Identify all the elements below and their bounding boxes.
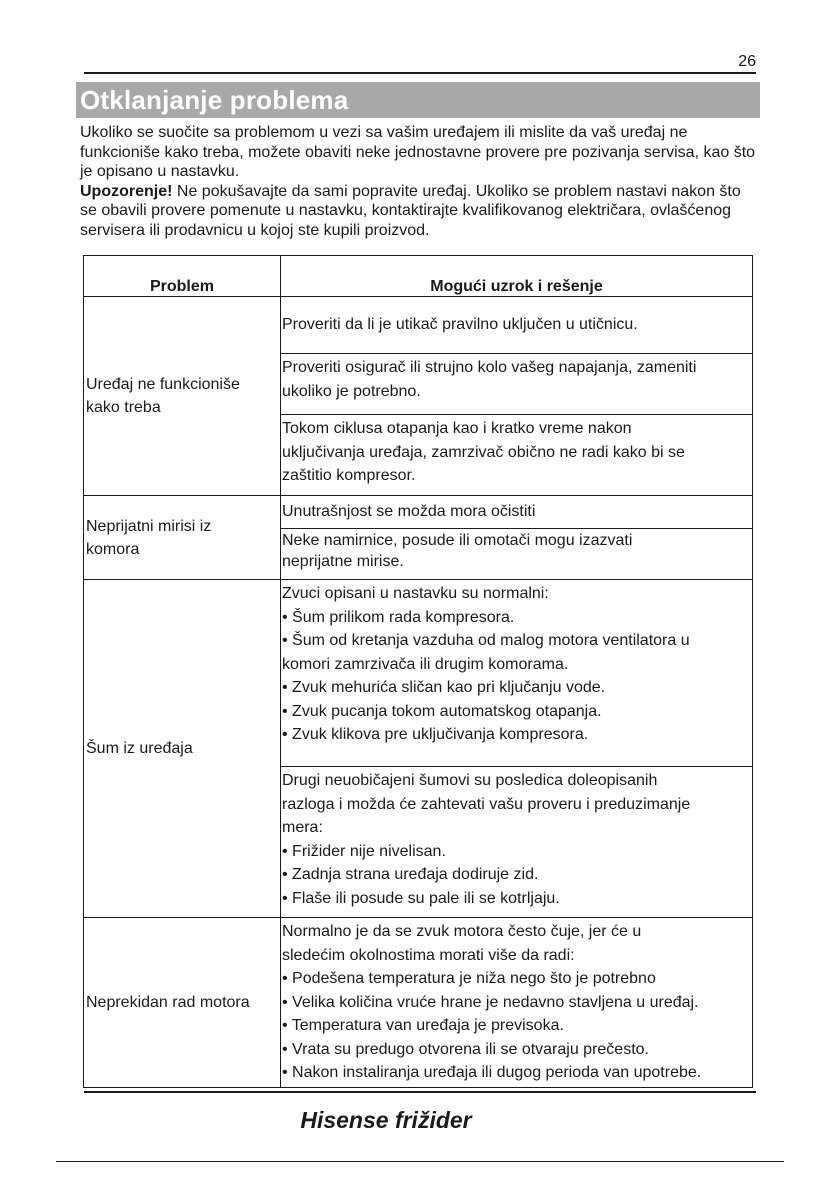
solution-line: • Zvuk pucanja tokom automatskog otapanja.: [282, 702, 602, 720]
warning-text: Ne pokušavajte da sami popravite uređaj. Ukoliko se problem nastavi nakon što se obavili provere pomenute u nastavku, kontaktirajte kvalifikovanog električara, ovlašćenog servisera ili prodavnicu u kojoj ste kupili proizvod.: [80, 182, 741, 239]
solution-cell: [281, 415, 753, 496]
title-bar: [76, 82, 760, 118]
solution-cell: [281, 767, 753, 918]
problem-line: Neprekidan rad motora: [86, 993, 250, 1011]
solution-line: zaštitio kompresor.: [282, 467, 416, 484]
solution-line: Neke namirnice, posude ili omotači mogu izazvati: [282, 532, 633, 549]
solution-line: Drugi neuobičajeni šumovi su posledica doleopisanih: [282, 772, 658, 789]
solution-line: ukoliko je potrebno.: [282, 382, 421, 400]
solution-line: • Zvuk mehurića sličan kao pri ključanju vode.: [282, 679, 606, 696]
problem-line: kako treba: [86, 399, 161, 416]
problem-cell: [84, 918, 281, 1088]
page-title: Otklanjanje problema: [80, 85, 349, 115]
table-row: [84, 580, 753, 767]
intro-paragraph: Ukoliko se suočite sa problemom u vezi sa vašim uređajem ili mislite da vaš uređaj ne funkcioniše kako treba, možete obaviti neke jednostavne provere pre pozivanja servisa, kao što je opisano u nastavku.: [80, 124, 756, 180]
solution-line: • Temperatura van uređaja je previsoka.: [282, 1017, 564, 1034]
solution-line: • Flaše ili posude su pale ili se kotrljaju.: [282, 889, 560, 907]
solution-line: Normalno je da se zvuk motora često čuje, jer će u: [282, 923, 642, 940]
footer-brand: Hisense frižider: [300, 1107, 472, 1133]
solution-line: Proveriti osigurač ili strujno kolo vašeg napajanja, zameniti: [282, 359, 697, 376]
solution-line: Unutrašnjost se možda mora očistiti: [282, 502, 536, 520]
solution-line: Zvuci opisani u nastavku su normalni:: [282, 585, 549, 602]
solution-line: uključivanja uređaja, zamrzivač obično ne radi kako bi se: [282, 443, 685, 461]
header-problem: Problem: [84, 256, 281, 297]
solution-line: • Velika količina vruće hrane je nedavno stavljena u uređaj.: [282, 993, 699, 1011]
solution-line: • Vrata su predugo otvorena ili se otvaraju prečesto.: [282, 1040, 649, 1058]
table-row: [84, 918, 753, 1088]
solution-line: razloga i možda će zahtevati vašu proveru i preduzimanje: [282, 795, 691, 813]
problem-cell: [84, 496, 281, 580]
solution-line: • Frižider nije nivelisan.: [282, 842, 446, 860]
solution-line: komori zamrzivača ili drugim komorama.: [282, 655, 569, 673]
table-row: [84, 496, 753, 529]
page-end-rule: [56, 1161, 784, 1162]
table-row: [84, 297, 753, 354]
solution-cell: [281, 297, 753, 354]
problem-cell: [84, 297, 281, 496]
troubleshooting-table: [83, 255, 753, 1088]
header-solution: Mogući uzrok i rešenje: [281, 256, 753, 297]
solution-cell: [281, 354, 753, 415]
solution-line: • Podešena temperatura je niža nego što je potrebno: [282, 970, 656, 987]
table-header-row: [84, 256, 753, 297]
top-rule: [84, 72, 756, 74]
solution-cell: [281, 918, 753, 1088]
intro-text: [80, 123, 760, 240]
page-number: 26: [738, 53, 756, 70]
problem-line: Šum iz uređaja: [86, 740, 193, 757]
solution-line: • Šum od kretanja vazduha od malog motora ventilatora u: [282, 632, 690, 649]
warning-label: Upozorenje!: [80, 182, 173, 200]
problem-line: Uređaj ne funkcioniše: [86, 376, 240, 393]
solution-line: Proveriti da li je utikač pravilno uključen u utičnicu.: [282, 316, 638, 334]
solution-cell: [281, 496, 753, 529]
problem-line: Neprijatni mirisi iz: [86, 517, 212, 535]
problem-line: komora: [86, 540, 140, 558]
problem-cell: [84, 580, 281, 918]
solution-cell: [281, 529, 753, 580]
solution-line: Tokom ciklusa otapanja kao i kratko vreme nakon: [282, 420, 632, 437]
solution-line: neprijatne mirise.: [282, 552, 404, 570]
solution-line: • Šum prilikom rada kompresora.: [282, 608, 515, 626]
solution-line: • Zadnja strana uređaja dodiruje zid.: [282, 866, 539, 883]
solution-line: • Nakon instaliranja uređaja ili dugog perioda van upotrebe.: [282, 1064, 702, 1081]
solution-line: mera:: [282, 819, 323, 836]
solution-cell: [281, 580, 753, 767]
warning-paragraph: [80, 182, 760, 241]
solution-line: sledećim okolnostima morati više da radi:: [282, 946, 575, 964]
table-body: [84, 297, 753, 1088]
bottom-rule: [84, 1091, 756, 1093]
solution-line: • Zvuk klikova pre uključivanja kompresora.: [282, 726, 589, 743]
